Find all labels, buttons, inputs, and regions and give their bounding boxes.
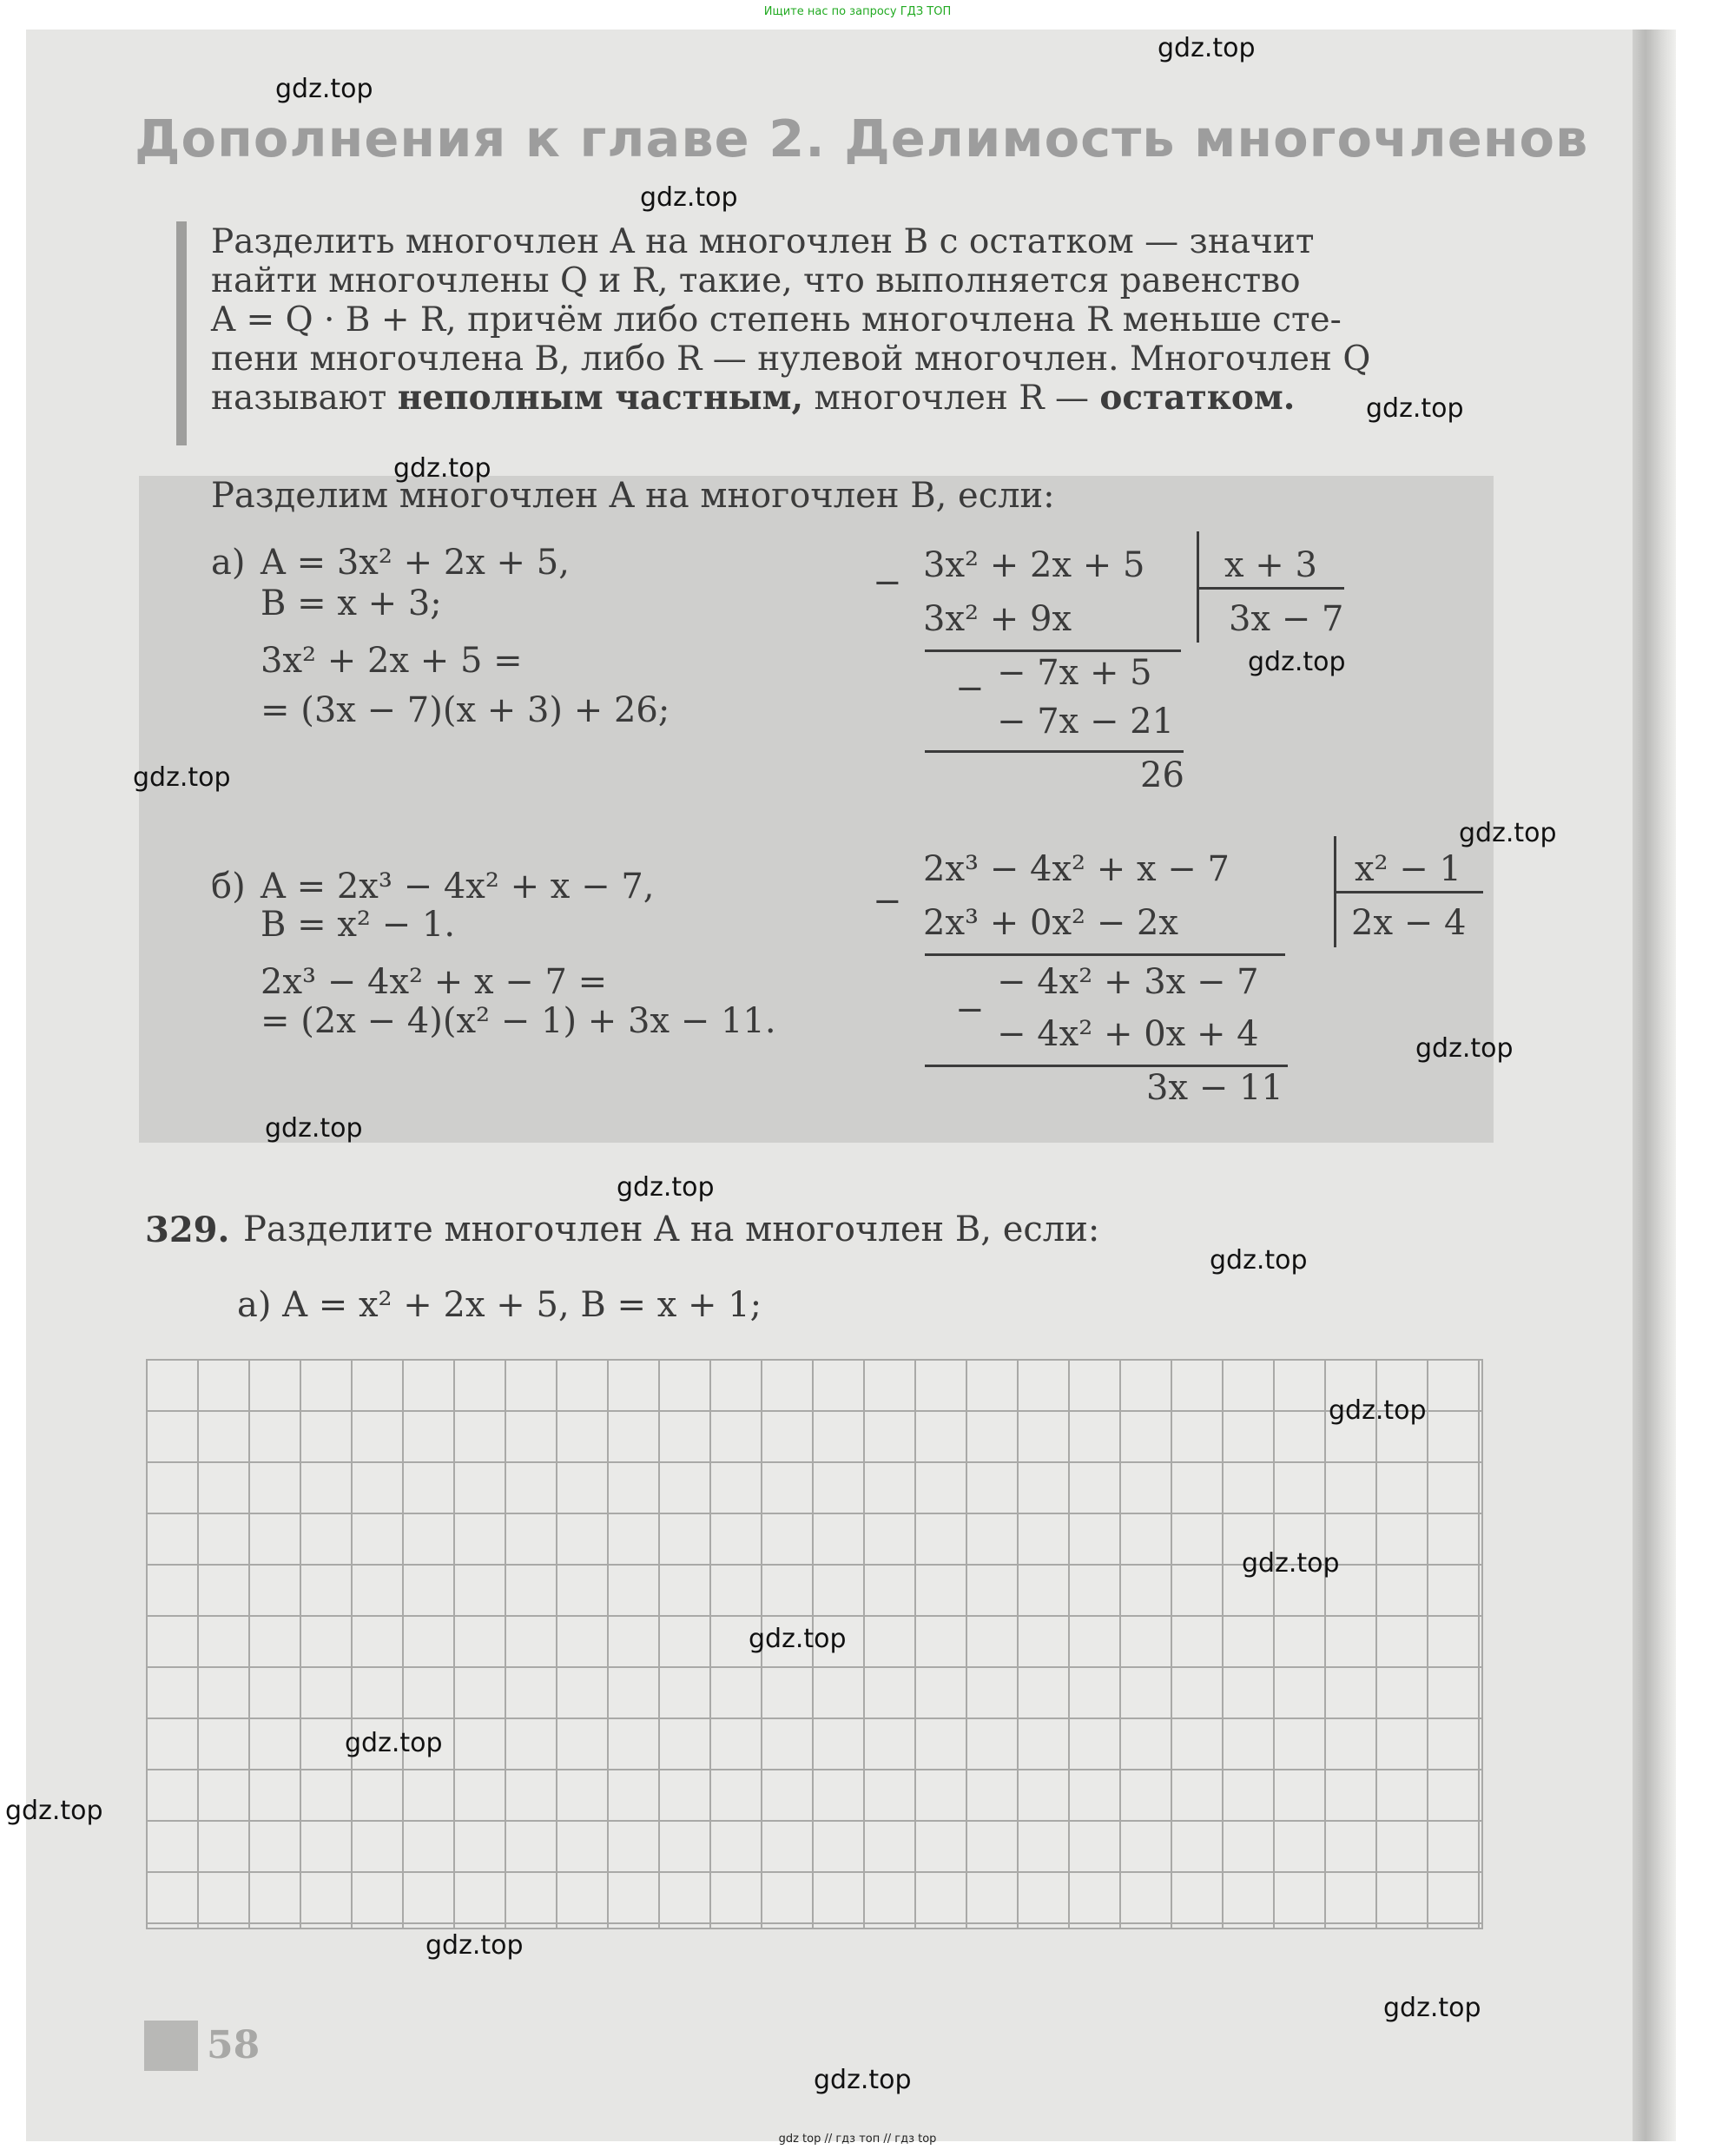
- watermark: gdz.top: [1158, 33, 1256, 63]
- division-a-sub1: 3x² + 9x: [923, 599, 1072, 639]
- watermark: gdz.top: [1383, 1993, 1481, 2023]
- example-a-line4: = (3x − 7)(x + 3) + 26;: [261, 690, 670, 730]
- watermark: gdz.top: [275, 74, 373, 104]
- example-a-line2: B = x + 3;: [261, 584, 442, 623]
- watermark: gdz.top: [1242, 1548, 1340, 1579]
- division-b-rem1: − 4x² + 3x − 7: [997, 962, 1259, 1002]
- division-b-minus-2: −: [955, 990, 985, 1030]
- top-banner[interactable]: Ищите нас по запросу ГДЗ ТОП: [763, 5, 952, 18]
- watermark: gdz.top: [814, 2065, 912, 2095]
- division-b-remainder: 3x − 11: [1146, 1068, 1283, 1108]
- task-number: 329.: [145, 1210, 230, 1250]
- chapter-title: Дополнения к главе 2. Делимость многочленов: [135, 109, 1589, 168]
- watermark: gdz.top: [1459, 818, 1557, 848]
- division-b-dividend: 2x³ − 4x² + x − 7: [923, 849, 1230, 889]
- division-b-quotient: 2x − 4: [1351, 903, 1467, 943]
- division-a-line-1: [925, 649, 1181, 652]
- definition-line-2: найти многочлены Q и R, такие, что выполняется равенство: [211, 261, 1301, 300]
- division-a-rem1: − 7x + 5: [997, 653, 1152, 693]
- task-a-text: а) A = x² + 2x + 5, B = x + 1;: [237, 1285, 762, 1325]
- division-b-sub2: − 4x² + 0x + 4: [997, 1014, 1259, 1054]
- example-a-line3: 3x² + 2x + 5 =: [261, 641, 523, 681]
- division-a-minus-1: −: [873, 563, 902, 603]
- watermark: gdz.top: [1210, 1245, 1308, 1276]
- definition-text: [211, 222, 1479, 418]
- example-b-line2: B = x² − 1.: [261, 905, 456, 945]
- watermark: gdz.top: [265, 1113, 363, 1144]
- watermark: gdz.top: [1366, 393, 1464, 424]
- definition-line-5: [211, 379, 1479, 418]
- definition-line5-start: называют: [211, 379, 387, 418]
- division-b-sub1: 2x³ + 0x² − 2x: [923, 903, 1178, 943]
- watermark: gdz.top: [640, 182, 738, 213]
- division-a-divisor-line: [1197, 587, 1344, 590]
- example-b-line4: = (2x − 4)(x² − 1) + 3x − 11.: [261, 1001, 776, 1041]
- division-b-divisor: x² − 1: [1355, 849, 1461, 889]
- division-a-quotient: 3x − 7: [1229, 599, 1344, 639]
- example-lead: Разделим многочлен A на многочлен B, если:: [211, 476, 1055, 516]
- division-a-line-2: [925, 750, 1184, 753]
- division-a-dividend: 3x² + 2x + 5: [923, 545, 1145, 585]
- watermark: gdz.top: [749, 1624, 847, 1654]
- example-b-line1: A = 2x³ − 4x² + x − 7,: [261, 867, 655, 907]
- definition-line-4: пени многочлена B, либо R — нулевой многочлен. Многочлен Q: [211, 340, 1371, 379]
- term-remainder: остатком.: [1099, 378, 1296, 418]
- page-number: 58: [207, 2023, 261, 2067]
- watermark: gdz.top: [1329, 1395, 1427, 1426]
- definition-line-3: A = Q · B + R, причём либо степень многочлена R меньше сте-: [211, 300, 1342, 340]
- term-incomplete-quotient: неполным частным,: [397, 378, 804, 418]
- watermark: gdz.top: [5, 1796, 103, 1826]
- watermark: gdz.top: [393, 453, 491, 484]
- division-b-divisor-line: [1334, 891, 1483, 893]
- definition-line5-mid: многочлен R —: [814, 379, 1089, 418]
- page-number-box: [144, 2021, 198, 2071]
- watermark: gdz.top: [1415, 1033, 1514, 1064]
- example-b-label: б): [211, 867, 246, 907]
- watermark: gdz.top: [133, 762, 231, 793]
- division-a-remainder: 26: [1140, 755, 1184, 795]
- footer-bar[interactable]: gdz top // гдз топ // гдз top: [778, 2133, 937, 2146]
- page-binding-shadow: [1633, 30, 1676, 2141]
- watermark: gdz.top: [345, 1728, 443, 1758]
- division-a-sub2: − 7x − 21: [997, 702, 1175, 742]
- division-b-minus-1: −: [873, 881, 902, 921]
- definition-line-1: Разделить многочлен A на многочлен B с остатком — значит: [211, 222, 1315, 261]
- watermark: gdz.top: [1248, 647, 1346, 677]
- division-a-divisor: x + 3: [1224, 545, 1317, 585]
- watermark: gdz.top: [425, 1930, 524, 1961]
- definition-bar: [176, 221, 187, 445]
- watermark: gdz.top: [617, 1172, 715, 1203]
- division-a-minus-2: −: [955, 669, 985, 709]
- example-b-line3: 2x³ − 4x² + x − 7 =: [261, 962, 608, 1002]
- example-a-label: а): [211, 543, 246, 583]
- example-a-line1: A = 3x² + 2x + 5,: [261, 543, 570, 583]
- division-b-line-2: [925, 1065, 1288, 1067]
- division-b-line-1: [925, 953, 1285, 956]
- task-text: Разделите многочлен A на многочлен B, если:: [243, 1210, 1100, 1249]
